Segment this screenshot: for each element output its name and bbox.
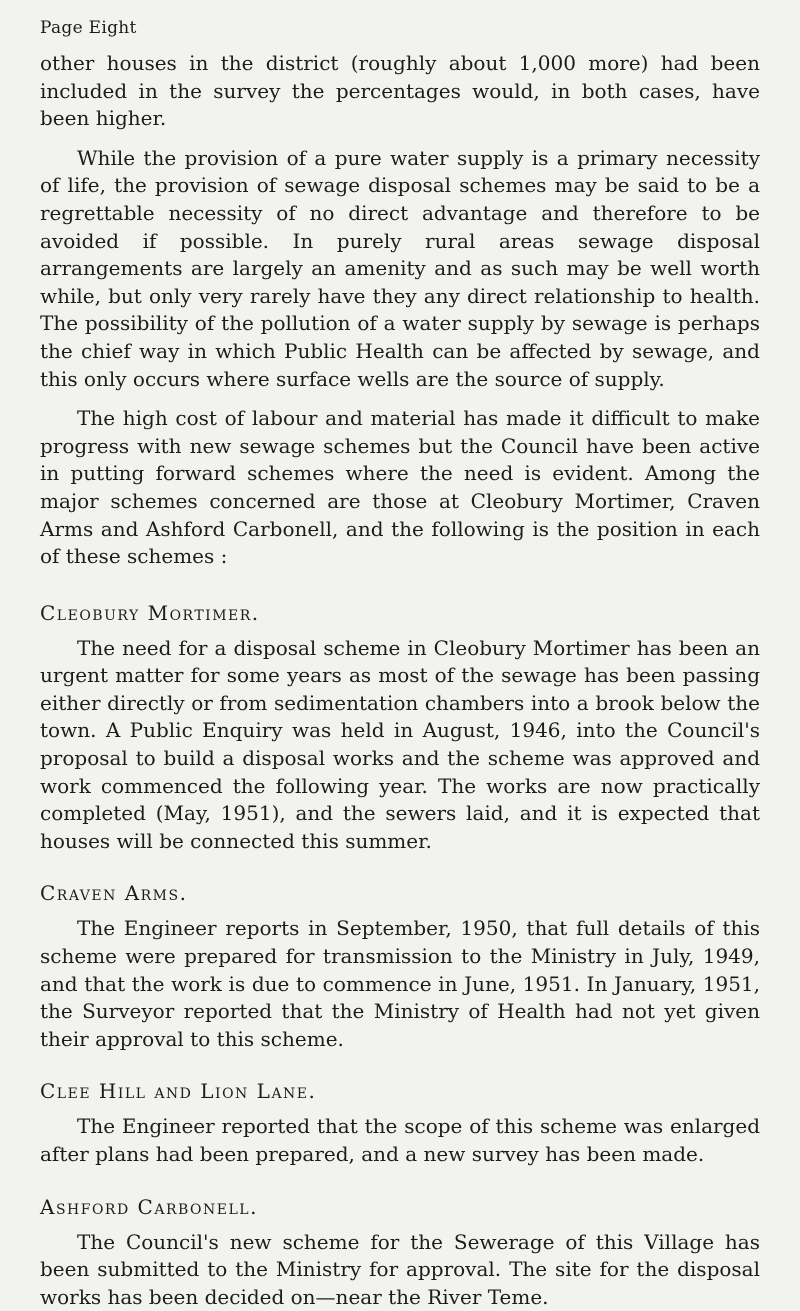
section-text-cleobury-mortimer: The need for a disposal scheme in Cleobury Mortimer has been an urgent matter for some years as most of the sewage has been passing either directly or from sedimentation chambers into a brook below the town. A Public Enquiry was held in August, 1946, into the Council's proposal to build a disposal works and the scheme was approved and work commenced the following year. The works are now practically completed (May, 1951), and the sewers laid, and it is expected that houses will be connected this summer.	[40, 635, 760, 853]
paragraph-sewage-provision: While the provision of a pure water supply is a primary necessity of life, the provision of sewage disposal schemes may be said to be a regrettable necessity of no direct advantage and therefore to be avoided if possible. In purely rural areas sewage disposal arrangements are largely an amenity and as such may be well worth while, but only very rarely have they any direct relationship to health. The possibility of the pollution of a water supply by sewage is perhaps the chief way in which Public Health can be affected by sewage, and this only occurs where surface wells are the source of supply.	[40, 145, 760, 391]
paragraph-high-cost: The high cost of labour and material has made it difficult to make progress with new sewage schemes but the Council have been active in putting forward schemes where the need is evident. Among the major schemes concerned are those at Cleobury Mortimer, Craven Arms and Ashford Carbonell, and the following is the position in each of these schemes :	[40, 406, 760, 569]
section-heading-cleobury-mortimer: Cleobury Mortimer.	[40, 600, 260, 625]
page-header: Page Eight	[40, 18, 137, 38]
paragraph-continuation: other houses in the district (roughly about 1,000 more) had been included in the survey the percentages would, in both cases, have been higher.	[40, 51, 760, 131]
section-text-craven-arms: The Engineer reports in September, 1950, that full details of this scheme were prepared for transmission to the Ministry in July, 1949, and that the work is due to commence in June, 1951. In January, 1951, the Surveyor reported that the Ministry of Health had not yet given their approval to this scheme.	[40, 916, 760, 1051]
section-heading-craven-arms: Craven Arms.	[40, 881, 188, 906]
section-text-ashford-carbonell: The Council's new scheme for the Sewerage of this Village has been submitted to the Ministry for approval. The site for the disposal works has been decided on—near the River Teme.	[40, 1229, 760, 1309]
section-text-clee-hill-lion-lane: The Engineer reported that the scope of this scheme was enlarged after plans had been prepared, and a new survey has been made.	[40, 1114, 760, 1166]
section-heading-clee-hill-lion-lane: Clee Hill and Lion Lane.	[40, 1079, 317, 1104]
section-heading-ashford-carbonell: Ashford Carbonell.	[40, 1194, 258, 1219]
